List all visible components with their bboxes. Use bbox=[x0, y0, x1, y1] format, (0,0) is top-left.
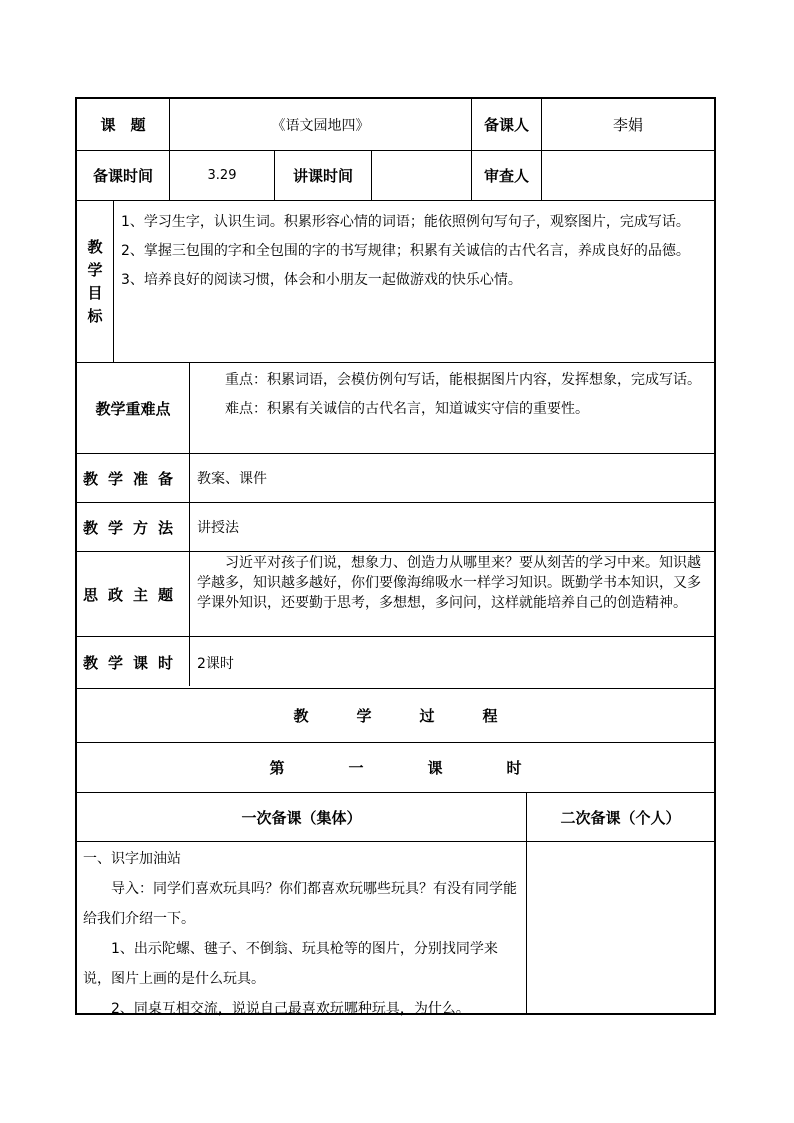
topic-label: 课 题 bbox=[100, 116, 146, 134]
preparer-label: 备课人 bbox=[483, 116, 529, 134]
reviewer-value bbox=[542, 151, 714, 200]
focus-text: 重点：积累词语，会模仿例句写话，能根据图片内容，发挥想象，完成写话。 bbox=[225, 372, 701, 388]
ideology-label: 思政主题 bbox=[82, 585, 183, 604]
key-points-label: 教学重难点 bbox=[95, 399, 171, 418]
key-points-text bbox=[197, 366, 709, 424]
row-divider bbox=[77, 200, 714, 201]
lesson-plan-table bbox=[75, 97, 716, 1015]
content-line: 导入：同学们喜欢玩具吗？你们都喜欢玩哪些玩具？有没有同学能给我们介绍一下。 bbox=[83, 881, 517, 927]
lesson-title: 第一课时 bbox=[269, 759, 586, 777]
hours-label: 教学课时 bbox=[82, 654, 183, 672]
first-prep-header: 一次备课（集体） bbox=[241, 808, 362, 827]
goals-list bbox=[121, 208, 709, 295]
lesson-content bbox=[83, 844, 520, 1024]
reviewer-label: 审查人 bbox=[483, 167, 529, 185]
ideology-text: 习近平对孩子们说，想象力、创造力从哪里来？要从刻苦的学习中来。知识越学越多，知识越多越好，你们要像海绵吸水一样学习知识。既勤学书本知识，又多学课外知识，还要勤于思考，多想想，多问问，这样就能培养自己的创造精神。 bbox=[197, 555, 701, 611]
prep-time-value: 3.29 bbox=[207, 168, 237, 183]
goals-label: 教 学 目 标 bbox=[87, 237, 103, 325]
content-line: 2、同桌互相交流，说说自己最喜欢玩哪种玩具，为什么。 bbox=[111, 1001, 470, 1017]
method-value: 讲授法 bbox=[197, 520, 239, 536]
teach-time-label: 讲课时间 bbox=[292, 167, 353, 185]
col-divider bbox=[113, 200, 114, 362]
content-line: 1、出示陀螺、毽子、不倒翁、玩具枪等的图片，分别找同学来说，图片上画的是什么玩具。 bbox=[83, 941, 498, 987]
preparation-label: 教学准备 bbox=[82, 469, 183, 488]
preparer-value: 李娟 bbox=[612, 116, 643, 134]
row-divider bbox=[77, 841, 714, 842]
difficulty-text: 难点：积累有关诚信的古代名言，知道诚实守信的重要性。 bbox=[225, 401, 589, 417]
section-heading: 一、识字加油站 bbox=[83, 851, 181, 867]
second-prep-header: 二次备课（个人） bbox=[560, 808, 681, 827]
method-label: 教学方法 bbox=[82, 518, 183, 537]
col-divider bbox=[189, 362, 190, 686]
goal-item: 1、学习生字，认识生词。积累形容心情的词语；能依照例句写句子，观察图片，完成写话。 bbox=[121, 214, 690, 230]
goal-item: 3、培养良好的阅读习惯，体会和小朋友一起做游戏的快乐心情。 bbox=[121, 272, 522, 288]
hours-value: 2课时 bbox=[197, 655, 234, 672]
preparation-value: 教案、课件 bbox=[197, 471, 267, 487]
topic-value: 《语文园地四》 bbox=[271, 117, 370, 134]
goal-item: 2、掌握三包围的字和全包围的字的书写规律；积累有关诚信的古代名言，养成良好的品德。 bbox=[121, 243, 690, 259]
process-title: 教学过程 bbox=[293, 707, 546, 725]
prep-time-label: 备课时间 bbox=[92, 167, 153, 185]
teach-time-value bbox=[372, 151, 471, 200]
